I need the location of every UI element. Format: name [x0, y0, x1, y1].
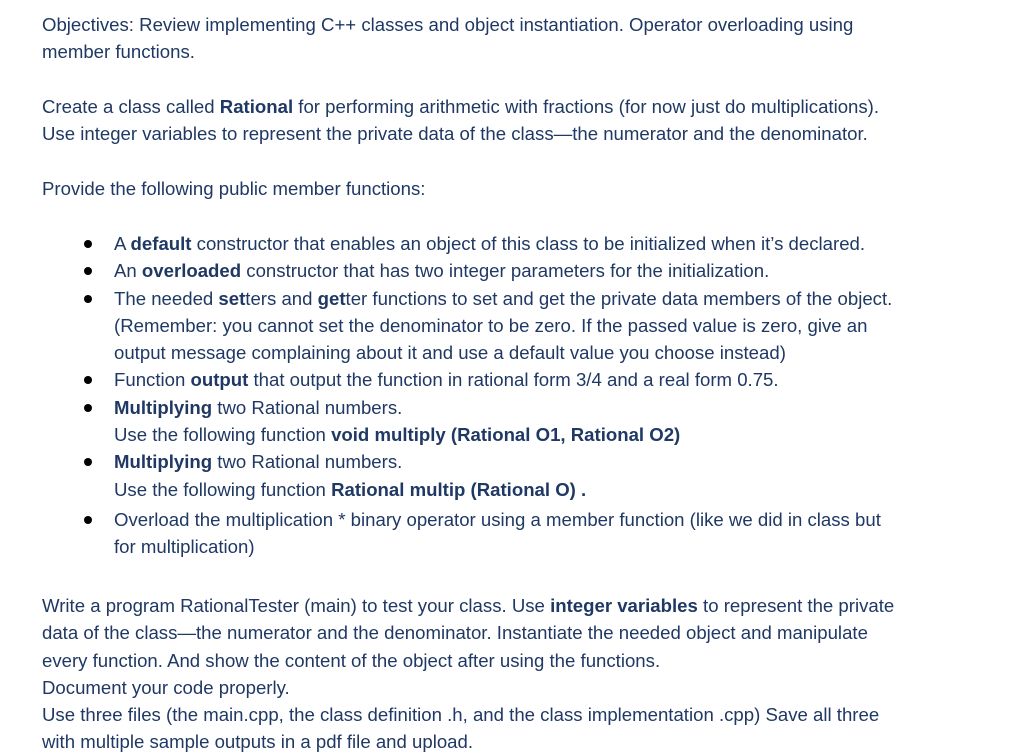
bold-text: void multiply (Rational O1, Rational O2) [331, 424, 681, 446]
text: Function [114, 369, 191, 391]
write-line-5: Use three files (the main.cpp, the class definition .h, and the class implementation .cpp) Save all three [42, 704, 880, 726]
bold-text: Multiplying [114, 451, 213, 473]
create-line-1 [42, 93, 1002, 120]
bold-text: Multiplying [114, 396, 213, 418]
class-name-rational: Rational [219, 96, 294, 117]
write-line-2: data of the class—the numerator and the denominator. Instantiate the needed object and manipulate [42, 622, 868, 644]
text: that output the function in rational form 3/4 and a real form 0.75. [248, 369, 779, 391]
bold-text: get [317, 287, 346, 309]
list-item-setters-getters [0, 285, 1024, 367]
text: two Rational numbers. [212, 396, 403, 418]
bullet-icon [84, 376, 92, 384]
text: constructor that has two integer parameters for the initialization. [241, 260, 770, 282]
text: to represent the private [697, 595, 895, 616]
text: two Rational numbers. [212, 451, 403, 473]
text: (Remember: you cannot set the denominator to be zero. If the passed value is zero, give an [114, 314, 868, 336]
list-item-overload-operator [0, 506, 1024, 561]
text: ter functions to set and get the private data members of the object. [345, 287, 893, 309]
bullet-icon [84, 404, 92, 412]
write-line-1 [42, 592, 1002, 619]
bold-text: overloaded [141, 260, 242, 282]
text: Use the following function [114, 478, 332, 500]
list-item-default-constructor [0, 230, 1024, 257]
bullet-icon [84, 516, 92, 524]
list-item-multiply-rational [0, 448, 1024, 503]
create-line-2: Use integer variables to represent the private data of the class—the numerator and the denominator. [42, 123, 868, 145]
list-item-output-function [0, 366, 1024, 393]
list-item-multiply-void [0, 394, 1024, 449]
bold-text: set [218, 287, 246, 309]
bullet-icon [84, 267, 92, 275]
text: Use the following function [114, 424, 332, 446]
text: A [114, 233, 131, 254]
create-text-1: Create a class called [42, 96, 220, 117]
write-line-3: every function. And show the content of the object after using the functions. [42, 649, 661, 671]
text: ters and [245, 287, 318, 309]
text: An [114, 260, 142, 282]
text: The needed [114, 287, 219, 309]
objectives-line-1: Objectives: Review implementing C++ classes and object instantiation. Operator overloading using [42, 14, 854, 35]
requirements-list [0, 230, 1024, 561]
objectives-line-2: member functions. [42, 41, 195, 63]
text: output message complaining about it and use a default value you choose instead) [114, 342, 786, 364]
list-item-overloaded-constructor [0, 257, 1024, 284]
text: constructor that enables an object of this class to be initialized when it’s declared. [191, 233, 866, 254]
text: Overload the multiplication * binary operator using a member function (like we did in class but [114, 508, 881, 530]
bullet-icon [84, 458, 92, 466]
write-program-paragraph [42, 592, 1002, 756]
bold-text: output [190, 369, 249, 391]
write-line-6: with multiple sample outputs in a pdf file and upload. [42, 731, 474, 753]
bold-text: integer variables [550, 595, 698, 616]
objectives-paragraph [42, 11, 1002, 66]
bold-text: Rational multip (Rational O) . [331, 478, 587, 500]
provide-paragraph: Provide the following public member functions: [42, 178, 426, 199]
bold-text: default [130, 233, 192, 254]
bullet-icon [84, 240, 92, 248]
text: Write a program RationalTester (main) to test your class. Use [42, 595, 551, 616]
write-line-4: Document your code properly. [42, 676, 290, 698]
bullet-icon [84, 295, 92, 303]
text: for multiplication) [114, 536, 255, 558]
create-text-2: for performing arithmetic with fractions (for now just do multiplications). [293, 96, 880, 117]
create-class-paragraph [42, 93, 1002, 148]
